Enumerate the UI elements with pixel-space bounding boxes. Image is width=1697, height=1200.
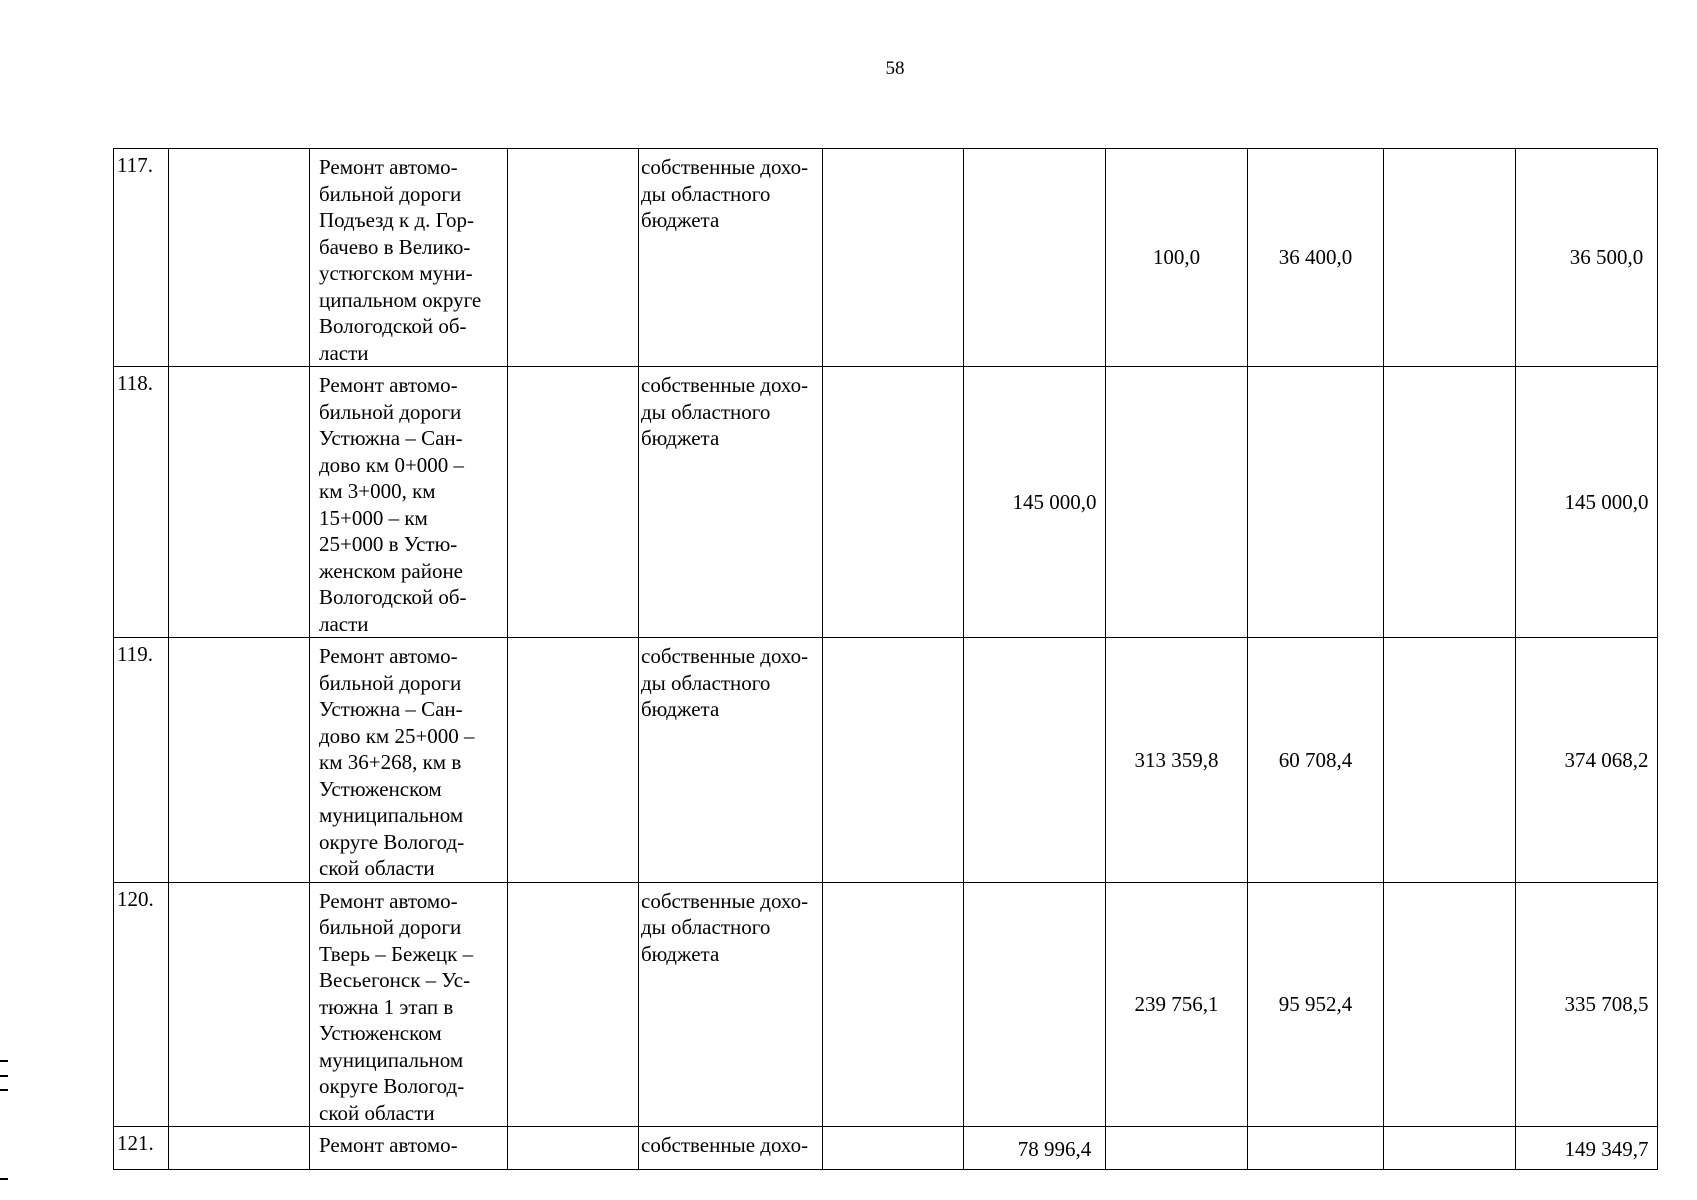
amount-cell-4 bbox=[1248, 149, 1384, 367]
total-amount-cell-value: 149 349,7 bbox=[1564, 1137, 1649, 1161]
object-name-cell: Ремонт автомо- бильной дороги Устюжна – Сан- дово км 25+000 – км 36+268, км в Устюженском муниципальном округе Вологод- ской области bbox=[310, 638, 508, 883]
total-amount-cell bbox=[1516, 882, 1658, 1127]
funding-source-cell: собственные дохо- ды областного бюджета bbox=[639, 367, 823, 638]
amount-cell-3 bbox=[1106, 1127, 1248, 1170]
amount-cell-3 bbox=[1106, 882, 1248, 1127]
amount-cell-3-value: 239 756,1 bbox=[1134, 992, 1219, 1016]
total-amount-cell-value: 374 068,2 bbox=[1564, 747, 1649, 772]
amount-cell-2 bbox=[964, 149, 1106, 367]
object-name-cell: Ремонт автомо- бильной дороги Подъезд к д. Гор- бачево в Велико- устюгском муни- ципальном округе Вологодской об- ласти bbox=[310, 149, 508, 367]
amount-cell-4-value: 36 400,0 bbox=[1278, 245, 1353, 270]
amount-cell-3-value: 313 359,8 bbox=[1134, 747, 1219, 772]
edge-mark bbox=[0, 1075, 8, 1077]
budget-table bbox=[113, 148, 1658, 1170]
object-name-cell: Ремонт автомо- бильной дороги Устюжна – Сан- дово км 0+000 – км 3+000, км 15+000 – км 25+000 в Устю- женском районе Вологодской об- ласти bbox=[310, 367, 508, 638]
amount-cell-3 bbox=[1106, 638, 1248, 883]
funding-source-cell: собственные дохо- bbox=[639, 1127, 823, 1170]
table-row bbox=[114, 638, 1658, 883]
total-amount-cell-value: 335 708,5 bbox=[1564, 992, 1649, 1016]
table-row bbox=[114, 367, 1658, 638]
amount-cell-1 bbox=[823, 367, 964, 638]
empty-cell bbox=[508, 367, 639, 638]
funding-source-cell: собственные дохо- ды областного бюджета bbox=[639, 149, 823, 367]
empty-cell bbox=[169, 638, 310, 883]
empty-cell bbox=[508, 638, 639, 883]
amount-cell-4 bbox=[1248, 367, 1384, 638]
amount-cell-2 bbox=[964, 882, 1106, 1127]
table-row bbox=[114, 1127, 1658, 1170]
total-amount-cell bbox=[1516, 149, 1658, 367]
object-name-cell: Ремонт автомо- bbox=[310, 1127, 508, 1170]
amount-cell-1 bbox=[823, 638, 964, 883]
amount-cell-1 bbox=[823, 149, 964, 367]
total-amount-cell bbox=[1516, 638, 1658, 883]
empty-cell bbox=[508, 1127, 639, 1170]
total-amount-cell bbox=[1516, 367, 1658, 638]
amount-cell-5 bbox=[1384, 882, 1516, 1127]
total-amount-cell bbox=[1516, 1127, 1658, 1170]
amount-cell-1 bbox=[823, 1127, 964, 1170]
amount-cell-3 bbox=[1106, 367, 1248, 638]
amount-cell-4 bbox=[1248, 638, 1384, 883]
empty-cell bbox=[169, 149, 310, 367]
table-row bbox=[114, 882, 1658, 1127]
page-number: 58 bbox=[885, 58, 905, 79]
amount-cell-2 bbox=[964, 638, 1106, 883]
amount-cell-3-value: 100,0 bbox=[1152, 245, 1201, 270]
amount-cell-2-value: 78 996,4 bbox=[1017, 1137, 1092, 1161]
empty-cell bbox=[169, 1127, 310, 1170]
amount-cell-4 bbox=[1248, 882, 1384, 1127]
amount-cell-4 bbox=[1248, 1127, 1384, 1170]
funding-source-cell: собственные дохо- ды областного бюджета bbox=[639, 882, 823, 1127]
empty-cell bbox=[169, 367, 310, 638]
row-number-cell: 120. bbox=[114, 882, 169, 1127]
edge-mark bbox=[0, 1178, 8, 1180]
amount-cell-5 bbox=[1384, 638, 1516, 883]
total-amount-cell-value: 36 500,0 bbox=[1569, 245, 1644, 270]
empty-cell bbox=[508, 882, 639, 1127]
table-row bbox=[114, 149, 1658, 367]
amount-cell-4-value: 60 708,4 bbox=[1278, 747, 1353, 772]
row-number-cell: 121. bbox=[114, 1127, 169, 1170]
row-number-cell: 118. bbox=[114, 367, 169, 638]
row-number-cell: 119. bbox=[114, 638, 169, 883]
amount-cell-5 bbox=[1384, 1127, 1516, 1170]
amount-cell-4-value: 95 952,4 bbox=[1278, 992, 1353, 1016]
amount-cell-1 bbox=[823, 882, 964, 1127]
empty-cell bbox=[508, 149, 639, 367]
amount-cell-5 bbox=[1384, 149, 1516, 367]
edge-mark bbox=[0, 1060, 8, 1062]
funding-source-cell: собственные дохо- ды областного бюджета bbox=[639, 638, 823, 883]
amount-cell-3 bbox=[1106, 149, 1248, 367]
amount-cell-2-value: 145 000,0 bbox=[1012, 489, 1097, 514]
amount-cell-5 bbox=[1384, 367, 1516, 638]
total-amount-cell-value: 145 000,0 bbox=[1564, 489, 1649, 514]
edge-mark bbox=[0, 1089, 8, 1091]
object-name-cell: Ремонт автомо- бильной дороги Тверь – Бежецк – Весьегонск – Ус- тюжна 1 этап в Устюженском муниципальном округе Вологод- ской области bbox=[310, 882, 508, 1127]
amount-cell-2 bbox=[964, 1127, 1106, 1170]
amount-cell-2 bbox=[964, 367, 1106, 638]
empty-cell bbox=[169, 882, 310, 1127]
row-number-cell: 117. bbox=[114, 149, 169, 367]
